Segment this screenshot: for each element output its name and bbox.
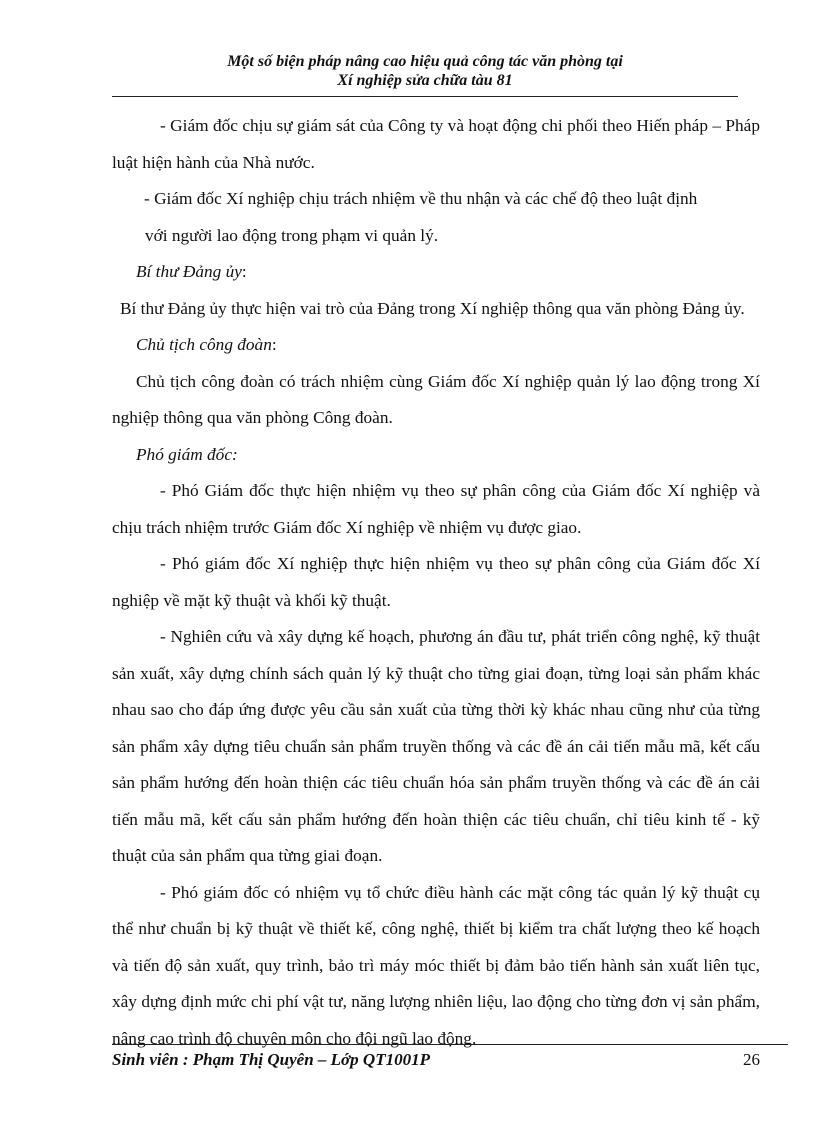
paragraph: với người lao động trong phạm vi quản lý.: [145, 225, 439, 245]
header-title-line1: Một số biện pháp nâng cao hiệu quả công tác văn phòng tại: [227, 53, 623, 70]
paragraph: - Phó Giám đốc thực hiện nhiệm vụ theo sự phân công của Giám đốc Xí nghiệp và chịu trách nhiệm trước Giám đốc Xí nghiệp về nhiệm vụ được giao.: [112, 481, 760, 537]
section-heading-text: Chủ tịch công đoàn: [136, 335, 272, 354]
paragraph: - Giám đốc chịu sự giám sát của Công ty và hoạt động chi phối theo Hiến pháp – Pháp luật hiện hành của Nhà nước.: [112, 116, 760, 172]
page-number: 26: [743, 1050, 760, 1069]
page-footer: [112, 1050, 760, 1070]
paragraph: - Giám đốc Xí nghiệp chịu trách nhiệm về thu nhận và các chế độ theo luật định: [144, 189, 698, 208]
paragraph: - Phó giám đốc có nhiệm vụ tổ chức điều hành các mặt công tác quản lý kỹ thuật cụ thể như chuẩn bị kỹ thuật về thiết kế, công nghệ, thiết bị kiểm tra chất lượng theo kế hoạch và tiến độ sản xuất, quy trình, bảo trì máy móc thiết bị đảm bảo tiến hành sản xuất liên tục, xây dựng định mức chi phí vật tư, năng lượng nhiên liệu, lao động cho từng đơn vị sản phẩm, nâng cao trình độ chuyên môn cho đội ngũ lao động.: [112, 882, 760, 1048]
section-heading: Bí thư Đảng ủy:: [136, 262, 247, 281]
footer-divider: [112, 1044, 788, 1045]
header-title-line2: Xí nghiệp sửa chữa tàu 81: [337, 72, 513, 89]
paragraph: - Phó giám đốc Xí nghiệp thực hiện nhiệm vụ theo sự phân công của Giám đốc Xí nghiệp về mặt kỹ thuật và khối kỹ thuật.: [112, 554, 760, 610]
footer-student-info: Sinh viên : Phạm Thị Quyên – Lớp QT1001P: [112, 1050, 430, 1069]
header-divider: [112, 96, 738, 97]
paragraph: Bí thư Đảng ủy thực hiện vai trò của Đảng trong Xí nghiệp thông qua văn phòng Đảng ủy.: [120, 298, 745, 318]
paragraph: - Nghiên cứu và xây dựng kế hoạch, phương án đầu tư, phát triển công nghệ, kỹ thuật sản xuất, xây dựng chính sách quản lý kỹ thuật cho từng giai đoạn, từng loại sản phẩm khác nhau sao cho đáp ứng được yêu cầu sản xuất của từng thời kỳ khác nhau cũng như của từng sản phẩm xây dựng tiêu chuẩn sản phẩm truyền thống và các đề án cải tiến mẫu mã, kết cấu sản phẩm hướng đến hoàn thiện các tiêu chuẩn hóa sản phẩm truyền thống và các đề án cải tiến mẫu mã, kết cấu sản phẩm hướng đến hoàn thiện các tiêu chuẩn, chỉ tiêu kinh tế - kỹ thuật của sản phẩm qua từng giai đoạn.: [112, 627, 760, 865]
section-heading: Phó giám đốc:: [136, 444, 238, 464]
document-body: [112, 108, 760, 1057]
paragraph: Chủ tịch công đoàn có trách nhiệm cùng Giám đốc Xí nghiệp quản lý lao động trong Xí nghiệp thông qua văn phòng Công đoàn.: [112, 371, 760, 427]
section-heading: Chủ tịch công đoàn:: [136, 335, 277, 354]
section-heading-text: Bí thư Đảng ủy: [136, 262, 242, 281]
page-header: [112, 52, 738, 90]
